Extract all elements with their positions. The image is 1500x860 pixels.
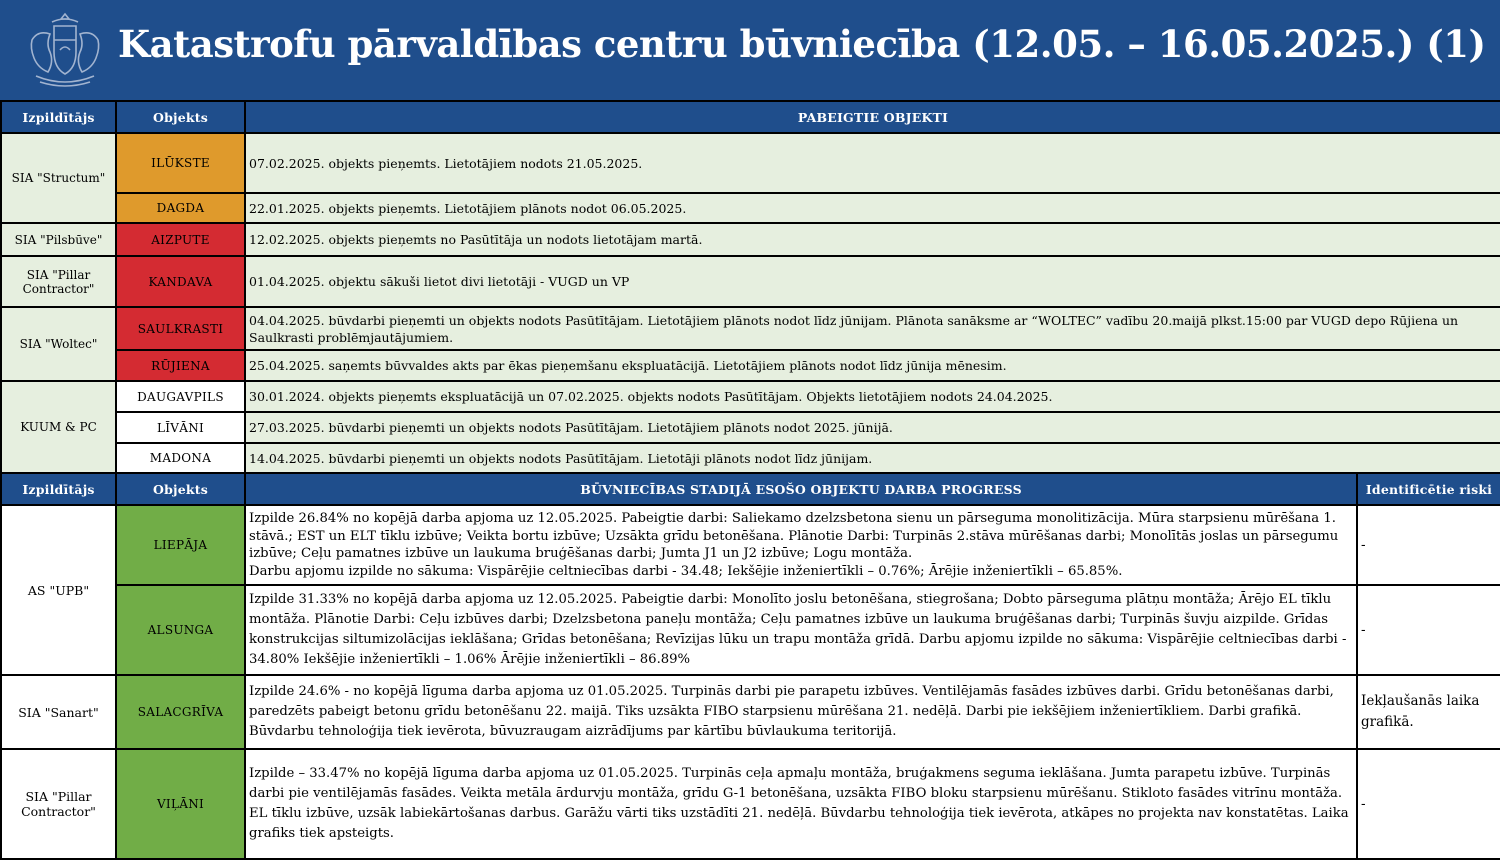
table-row — [1, 675, 1500, 749]
status-text: 22.01.2025. objekts pieņemts. Lietotājiem plānots nodot 06.05.2025. — [245, 193, 1500, 223]
object-cell: VIĻĀNI — [116, 749, 245, 859]
progress-text-line: Izpilde – 33.47% no kopējā līguma darba apjoma uz 01.05.2025. Turpinās ceļa apmaļu montāža, bruģakmens seguma ieklāšana. Jumta parapetu izbūve. Turpinās darbi pie ventilējamās fasādes. Veikta metāla ārdurvju montāža, grīdu G-1 betonēšana, uzsākta FIBO bloku starpsienu mūrēšanu. Stikloto fasādes vitrīnu montāža. — [249, 766, 1343, 801]
status-text: 25.04.2025. saņemts būvvaldes akts par ēkas pieņemšanu ekspluatācijā. Lietotājiem plānots nodot līdz jūnija mēnesim. — [245, 350, 1500, 381]
executor-cell: AS "UPB" — [1, 505, 116, 675]
executor-cell: SIA "Sanart" — [1, 675, 116, 749]
object-cell: SALACGRĪVA — [116, 675, 245, 749]
object-cell: ALSUNGA — [116, 585, 245, 675]
progress-text-line: EL tīklu izbūve, uzsāk labiekārtošanas darbus. Garāžu vārti tiks uzstādīti 21. nedēļā. Būvdarbu tehnoloģija tiek ievērota, atkāpes no projekta nav konstatētas. Laika grafiks tiek apsteigts. — [249, 806, 1349, 841]
progress-text — [245, 749, 1357, 859]
risk-cell: - — [1357, 749, 1500, 859]
object-cell: SAULKRASTI — [116, 307, 245, 350]
column-header-risks: Identificētie riski — [1357, 473, 1500, 505]
executor-cell: KUUM & PC — [1, 381, 116, 473]
status-text: 27.03.2025. būvdarbi pieņemti un objekts nodots Pasūtītājam. Lietotājiem plānots nodot 2025. jūnijā. — [245, 412, 1500, 443]
object-cell: KANDAVA — [116, 256, 245, 307]
coat-of-arms-icon — [24, 10, 106, 90]
table-row — [1, 505, 1500, 585]
status-text: 07.02.2025. objekts pieņemts. Lietotājiem nodots 21.05.2025. — [245, 133, 1500, 193]
executor-cell: SIA "Pillar Contractor" — [1, 749, 116, 859]
risk-cell: Iekļaušanās laika grafikā. — [1357, 675, 1500, 749]
progress-text — [245, 505, 1357, 585]
status-text: 01.04.2025. objektu sākuši lietot divi lietotāji - VUGD un VP — [245, 256, 1500, 307]
table-row — [1, 307, 1500, 350]
risk-cell: - — [1357, 585, 1500, 675]
executor-cell: SIA "Woltec" — [1, 307, 116, 381]
column-header-executor: Izpildītājs — [1, 473, 116, 505]
object-cell: RŪJIENA — [116, 350, 245, 381]
completed-objects-table — [0, 100, 1500, 474]
object-cell: LIEPĀJA — [116, 505, 245, 585]
table-row — [1, 133, 1500, 193]
table-row — [1, 223, 1500, 256]
column-header-executor: Izpildītājs — [1, 101, 116, 133]
executor-cell: SIA "Pilsbūve" — [1, 223, 116, 256]
table-row — [1, 350, 1500, 381]
page-header — [0, 0, 1500, 100]
status-text: 04.04.2025. būvdarbi pieņemti un objekts nodots Pasūtītājam. Lietotājiem plānots nodot līdz jūnijam. Plānota sanāksme ar “WOLTEC” vadību 20.maijā plkst.15:00 par VUGD depo Rūjiena un Saulkrasti problēmjautājumiem. — [245, 307, 1500, 350]
table-row — [1, 585, 1500, 675]
risk-cell: - — [1357, 505, 1500, 585]
progress-text: Izpilde 31.33% no kopējā darba apjoma uz 12.05.2025. Pabeigtie darbi: Monolīto joslu betonēšana, stiegrošana; Dobto pārseguma plātņu montāža; Ārējo EL tīklu montāža. Plānotie Darbi: Ceļu izbūves darbi; Dzelzsbetona paneļu montāža; Ceļu pamatnes izbūve un laukuma bruģēšanas darbi; Turpinās šuvju aizpilde. Grīdas konstrukcijas siltumizolācijas ieklāšana; Grīdas betonēšana; Revīzijas lūku un trapu montāža grīdā. Darbu apjomu izpilde no sākuma: Vispārējie celtniecības darbi - 34.80% Iekšējie inženiertīkli – 1.06% Ārējie inženiertīkli – 86.89% — [245, 585, 1357, 675]
page-title: Katastrofu pārvaldības centru būvniecība (12.05. – 16.05.2025.) (1) — [118, 22, 1486, 66]
object-cell: MADONA — [116, 443, 245, 473]
object-cell: DAGDA — [116, 193, 245, 223]
table-row — [1, 193, 1500, 223]
table-row — [1, 256, 1500, 307]
executor-cell: SIA "Pillar Contractor" — [1, 256, 116, 307]
progress-text: Izpilde 24.6% - no kopējā līguma darba apjoma uz 01.05.2025. Turpinās darbi pie parapetu izbūves. Ventilējamās fasādes izbūves darbi. Grīdu betonēšanas darbi, paredzēts pabeigt betonu grīdu betonēšanu 22. maijā. Tiks uzsākta FIBO starpsienu mūrēšana 21. nedēļā. Darbi pie iekšējiem inženiertīkliem. Darbi grafikā. Būvdarbu tehnoloģija tiek ievērota, būvuzraugam aizrādījums par kārtību būvlaukuma teritorijā. — [245, 675, 1357, 749]
progress-text-line: Darbu apjomu izpilde no sākuma: Vispārējie celtniecības darbi - 34.48; Iekšējie inženiertīkli – 0.76%; Ārējie inženiertīkli – 65.85%. — [249, 563, 1123, 579]
table-row — [1, 749, 1500, 859]
table-row — [1, 381, 1500, 412]
object-cell: DAUGAVPILS — [116, 381, 245, 412]
status-text: 12.02.2025. objekts pieņemts no Pasūtītāja un nodots lietotājam martā. — [245, 223, 1500, 256]
object-cell: LĪVĀNI — [116, 412, 245, 443]
column-header-object: Objekts — [116, 473, 245, 505]
table-row — [1, 443, 1500, 473]
progress-objects-table — [0, 472, 1500, 860]
executor-cell: SIA "Structum" — [1, 133, 116, 223]
object-cell: ILŪKSTE — [116, 133, 245, 193]
progress-text-line: Izpilde 26.84% no kopējā darba apjoma uz 12.05.2025. Pabeigtie darbi: Saliekamo dzelzsbetona sienu un pārseguma monolitizācija. Mūra starpsienu mūrēšana 1. stāvā.; EST un ELT tīklu izbūve; Veikta bortu izbūve; Uzsākta grīdu betonēšana. Plānotie Darbi: Turpinās 2.stāva mūrēšanas darbi; Monolītās joslas un pārsegumu izbūve; Ceļu pamatnes izbūve un laukuma bruģēšanas darbi; Jumta J1 un J2 izbūve; Logu montāža. — [249, 511, 1339, 561]
status-text: 14.04.2025. būvdarbi pieņemti un objekts nodots Pasūtītājam. Lietotāji plānots nodot līdz jūnijam. — [245, 443, 1500, 473]
table-row — [1, 412, 1500, 443]
column-header-completed: PABEIGTIE OBJEKTI — [245, 101, 1500, 133]
object-cell: AIZPUTE — [116, 223, 245, 256]
column-header-object: Objekts — [116, 101, 245, 133]
status-text: 30.01.2024. objekts pieņemts ekspluatācijā un 07.02.2025. objekts nodots Pasūtītājam. Objekts lietotājiem nodots 24.04.2025. — [245, 381, 1500, 412]
column-header-progress: BŪVNIECĪBAS STADIJĀ ESOŠO OBJEKTU DARBA PROGRESS — [245, 473, 1357, 505]
